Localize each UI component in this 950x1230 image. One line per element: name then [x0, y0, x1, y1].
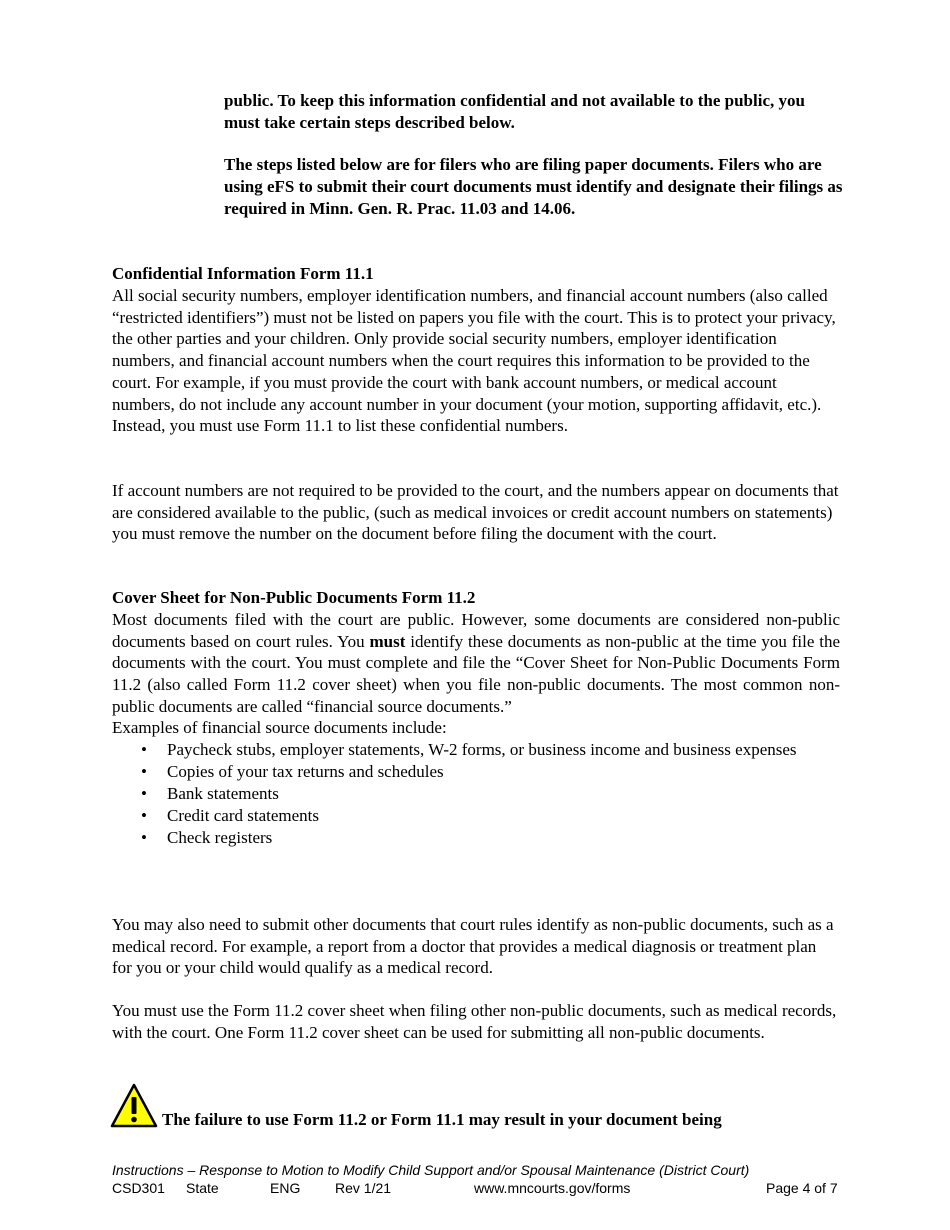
list-item-text: Check registers [167, 828, 273, 847]
form-11-2-text-before: Most documents filed with the court are public. However, some documents are considered non-public documents based on court rules. You [112, 610, 840, 651]
bullet-icon: • [141, 740, 147, 759]
intro-paragraph-2: The steps listed below are for filers who are filing paper documents. Filers who are using eFS to submit their court documents must identify and designate their filings as required in Minn. Gen. R. Prac. 11.03 and 14.06. [224, 155, 843, 218]
footer-url[interactable]: www.mncourts.gov/forms [474, 1180, 631, 1196]
list-item [112, 827, 839, 849]
footer-revision: Rev 1/21 [335, 1180, 392, 1196]
list-item [112, 761, 839, 783]
list-item [112, 783, 839, 805]
bullet-icon: • [141, 784, 147, 803]
medical-record-paragraph: You may also need to submit other documents that court rules identify as non-public documents, such as a medical record. For example, a report from a doctor that provides a medical diagnosis or treatment plan for you or your child would qualify as a medical record. [112, 915, 834, 978]
warning-triangle-icon [110, 1083, 158, 1129]
intro-paragraph-1: public. To keep this information confidential and not available to the public, you must take certain steps described below. [224, 91, 805, 132]
cover-sheet-usage-paragraph: You must use the Form 11.2 cover sheet when filing other non-public documents, such as medical records, with the court. One Form 11.2 cover sheet can be used for submitting all non-public documents. [112, 1001, 837, 1042]
bullet-icon: • [141, 806, 147, 825]
bullet-icon: • [141, 828, 147, 847]
list-item-text: Copies of your tax returns and schedules [167, 762, 444, 781]
list-item-text: Credit card statements [167, 806, 320, 825]
bullet-icon: • [141, 762, 147, 781]
account-numbers-paragraph: If account numbers are not required to be provided to the court, and the numbers appear on documents that are considered available to the public, (such as medical invoices or credit account numbers on statements) you must remove the number on the document before filing the document with the court. [112, 481, 839, 544]
footer-form-id: CSD301 [112, 1180, 165, 1196]
footer-page-number: Page 4 of 7 [766, 1180, 838, 1196]
list-item [112, 739, 839, 761]
footer-language: ENG [270, 1180, 301, 1196]
section-heading-form-11-1: Confidential Information Form 11.1 [112, 264, 374, 283]
must-emphasis: must [369, 631, 406, 651]
warning-text: The failure to use Form 11.2 or Form 11.1 may result in your document being [162, 1110, 722, 1129]
form-11-2-text-after: identify these documents as non-public at the time you file the documents with the court. You must complete and file the “Cover Sheet for Non-Public Documents Form 11.2 (also called Form 11.2 cover sheet) when you file non-public documents. The most common non-public documents are called “financial source documents.” [112, 631, 840, 716]
footer-title: Instructions – Response to Motion to Modify Child Support and/or Spousal Maintenance (District Court) [112, 1162, 750, 1178]
list-item-text: Bank statements [167, 784, 279, 803]
footer-scope: State [186, 1180, 219, 1196]
financial-source-documents-list [112, 739, 839, 849]
list-item [112, 805, 839, 827]
list-item-text: Paycheck stubs, employer statements, W-2 forms, or business income and business expenses [167, 740, 797, 759]
examples-intro: Examples of financial source documents include: [112, 718, 447, 737]
section-heading-form-11-2: Cover Sheet for Non-Public Documents Form 11.2 [112, 588, 476, 607]
form-11-1-paragraph: All social security numbers, employer identification numbers, and financial account numbers (also called “restricted identifiers”) must not be listed on papers you file with the court. This is to protect your privacy, the other parties and your children. Only provide social security numbers, employer identification numbers, and financial account numbers when the court requires this information to be provided to the court. For example, if you must provide the court with bank account numbers, or medical account numbers, do not include any account number in your document (your motion, supporting affidavit, etc.). Instead, you must use Form 11.1 to list these confidential numbers. [112, 286, 836, 436]
form-11-2-paragraph [112, 609, 840, 718]
